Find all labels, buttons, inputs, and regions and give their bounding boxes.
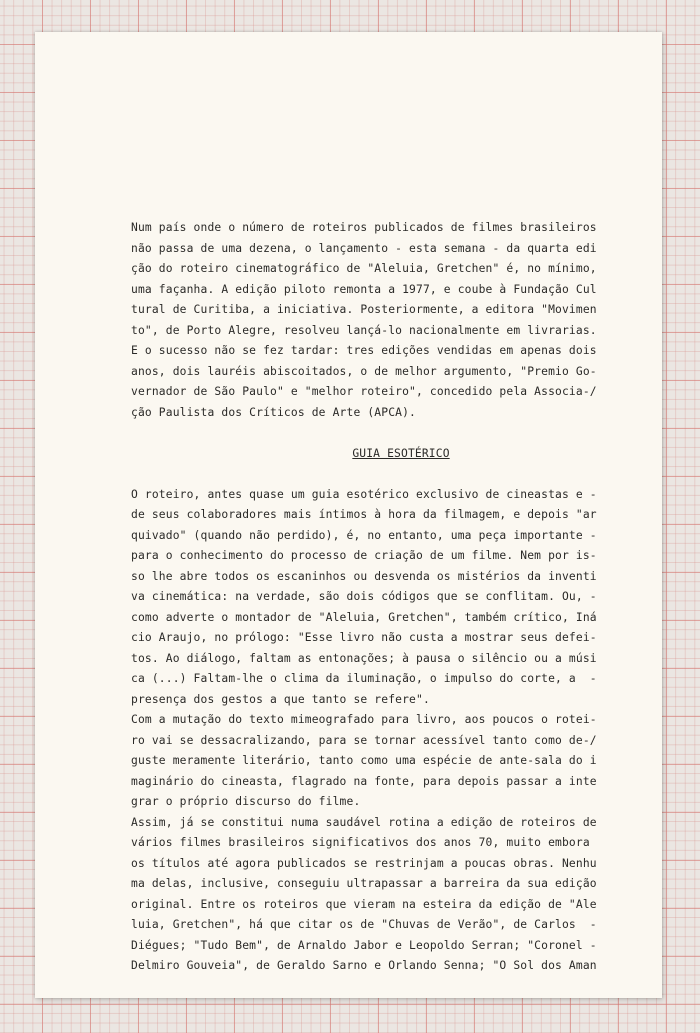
text-line: grar o próprio discurso do filme. [131,795,361,808]
text-line: os títulos até agora publicados se restrinjam a poucas obras. Nenhu [131,856,597,870]
text-line: para o conhecimento do processo de criação de um filme. Nem por is- [131,549,597,562]
text-line: maginário do cineasta, flagrado na fonte, para depois passar a inte [131,774,597,788]
paragraph-body [131,485,691,977]
text-line: Num país onde o número de roteiros publicados de filmes brasileiros [131,221,597,234]
section-heading: GUIA ESOTÉRICO [352,446,450,460]
paragraph-intro [131,218,691,423]
text-line: guste meramente literário, tanto como uma espécie de ante-sala do i [131,754,597,767]
text-line: original. Entre os roteiros que vieram na esteira da edição de "Ale [131,897,597,911]
text-line: va cinemática: na verdade, são dois códigos que se conflitam. Ou, - [131,590,597,603]
text-line: Diégues; "Tudo Bem", de Arnaldo Jabor e Leopoldo Serran; "Coronel - [131,938,597,952]
spacer [131,464,691,485]
text-line: presença dos gestos a que tanto se refere". [131,692,430,706]
spacer [131,423,691,444]
text-line: cio Araujo, no prólogo: "Esse livro não custa a mostrar seus defei- [131,631,597,644]
typewritten-page [35,32,662,998]
text-line: E o sucesso não se fez tardar: tres edições vendidas em apenas dois [131,344,597,357]
text-line: uma façanha. A edição piloto remonta a 1977, e coube à Fundação Cul [131,282,597,296]
text-line: to", de Porto Alegre, resolveu lançá-lo nacionalmente em livrarias. [131,323,597,337]
text-line: ma delas, inclusive, conseguiu ultrapassar a barreira da sua edição [131,877,597,890]
text-line: como adverte o montador de "Aleluia, Gretchen", também crítico, Iná [131,610,597,624]
document-body [131,218,691,977]
text-line: anos, dois lauréis abiscoitados, o de melhor argumento, "Premio Go- [131,364,597,378]
text-line: ca (...) Faltam-lhe o clima da iluminação, o impulso do corte, a - [131,672,597,685]
text-line: tos. Ao diálogo, faltam as entonações; à pausa o silêncio ou a músi [131,651,597,665]
text-line: so lhe abre todos os escaninhos ou desvenda os mistérios da inventi [131,569,597,583]
text-line: Delmiro Gouveia", de Geraldo Sarno e Orlando Senna; "O Sol dos Aman [131,959,597,972]
text-line: luia, Gretchen", há que citar os de "Chuvas de Verão", de Carlos - [131,918,597,931]
text-line: ção do roteiro cinematográfico de "Aleluia, Gretchen" é, no mínimo, [131,262,597,275]
text-line: Com a mutação do texto mimeografado para livro, aos poucos o rotei- [131,713,597,726]
text-line: vários filmes brasileiros significativos dos anos 70, muito embora [131,836,590,849]
text-line: ro vai se dessacralizando, para se tornar acessível tanto como de-/ [131,733,597,747]
text-line: O roteiro, antes quase um guia esotérico exclusivo de cineastas e - [131,487,597,501]
text-line: tural de Curitiba, a iniciativa. Posteriormente, a editora "Movimen [131,303,597,316]
text-line: quivado" (quando não perdido), é, no entanto, uma peça importante - [131,528,597,542]
text-line: de seus colaboradores mais íntimos à hora da filmagem, e depois "ar [131,508,597,521]
text-line: vernador de São Paulo" e "melhor roteiro", concedido pela Associa-/ [131,385,597,398]
text-line: ção Paulista dos Críticos de Arte (APCA). [131,405,417,419]
text-line: Assim, já se constitui numa saudável rotina a edição de roteiros de [131,815,597,829]
text-line: não passa de uma dezena, o lançamento - esta semana - da quarta edi [131,241,597,255]
